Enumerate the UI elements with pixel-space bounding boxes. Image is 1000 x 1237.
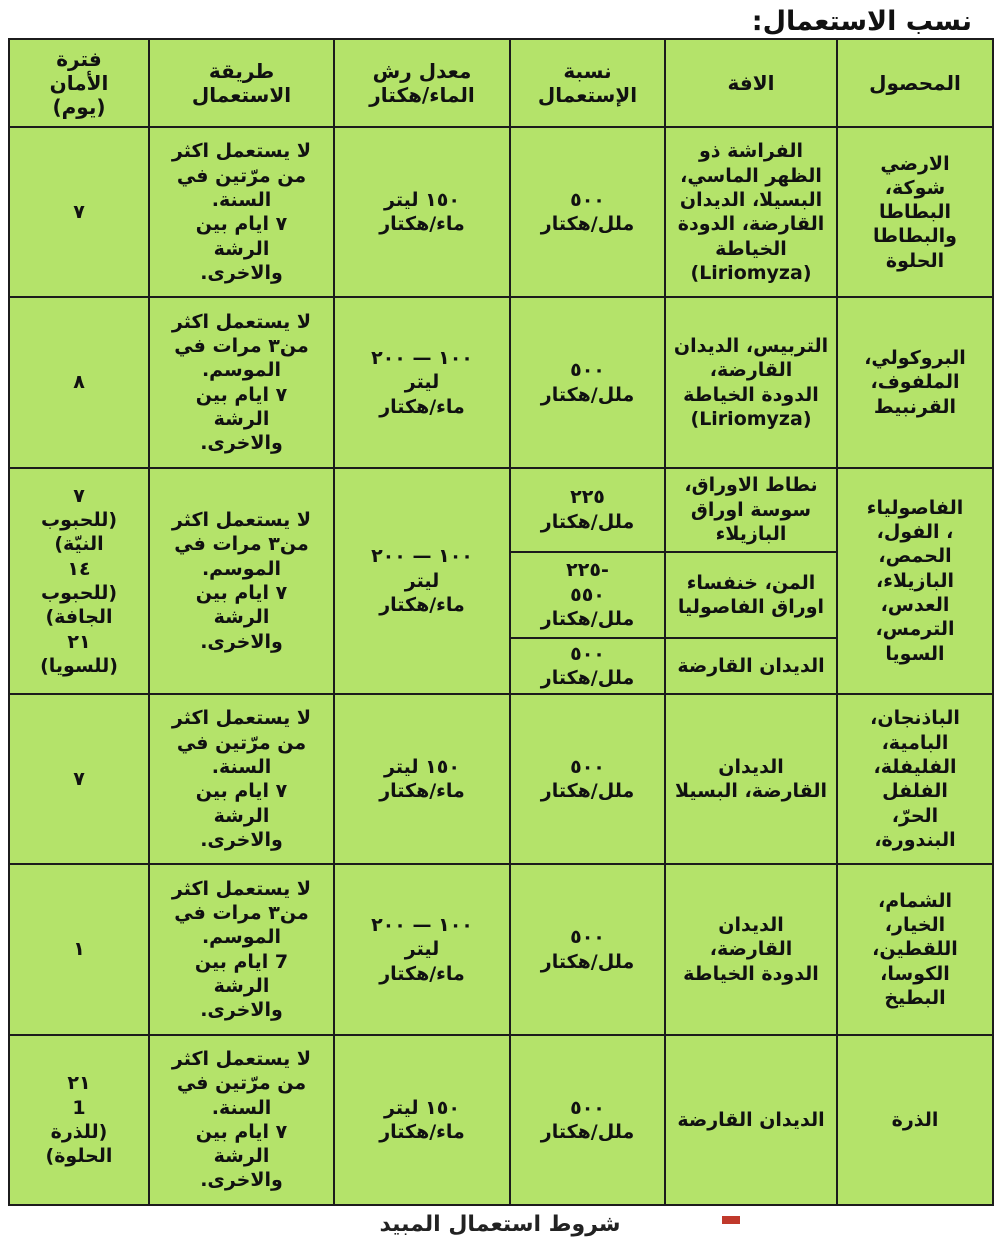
method-cell: لا يستعمل اكثر من مرّتين في السنة. ٧ ايام بين الرشة والاخرى. [149,127,334,297]
method-cell: لا يستعمل اكثر من٣ مرات في الموسم. ٧ ايام بين الرشة والاخرى. [149,468,334,694]
table-row [9,297,993,467]
method-cell: لا يستعمل اكثر من٣ مرات في الموسم. 7 ايام بين الرشة والاخرى. [149,864,334,1034]
rate-cell: ٥٠٠ ملل/هكتار [510,864,665,1034]
rate-cell: ٥٠٠ ملل/هكتار [510,127,665,297]
pest-cell: نطاط الاوراق، سوسة اوراق البازيلاء [665,468,837,552]
method-cell: لا يستعمل اكثر من٣ مرات في الموسم. ٧ ايام بين الرشة والاخرى. [149,297,334,467]
crop-cell: الارضي شوكة، البطاطا والبطاطا الحلوة [837,127,993,297]
pest-cell: الديدان القارضة [665,638,837,694]
header-safety-period: فترة الأمان (يوم) [9,39,149,127]
table-row [9,694,993,864]
pest-cell: الديدان القارضة [665,1035,837,1205]
safety-cell: ٢١ 1 (للذرة الحلوة) [9,1035,149,1205]
header-rate: نسبة الإستعمال [510,39,665,127]
safety-cell: ٧ [9,127,149,297]
crop-cell: الشمام، الخيار، اللقطين، الكوسا، البطيخ [837,864,993,1034]
table-row [9,468,993,552]
method-cell: لا يستعمل اكثر من مرّتين في السنة. ٧ ايام بين الرشة والاخرى. [149,694,334,864]
crop-cell: الذرة [837,1035,993,1205]
pest-cell: الديدان القارضة، البسيلا [665,694,837,864]
rate-cell: ٥٠٠ ملل/هكتار [510,638,665,694]
method-cell: لا يستعمل اكثر من مرّتين في السنة. ٧ ايام بين الرشة والاخرى. [149,1035,334,1205]
crop-cell: الفاصولياء ، الفول، الحمص، البازيلاء، العدس، الترمس، السويا [837,468,993,694]
spray-cell: ١٠٠ — ٢٠٠ ليتر ماء/هكتار [334,864,510,1034]
header-spray-rate: معدل رش الماء/هكتار [334,39,510,127]
spray-cell: ١٠٠ — ٢٠٠ ليتر ماء/هكتار [334,468,510,694]
safety-cell: ١ [9,864,149,1034]
section-heading: نسب الاستعمال: [751,6,972,37]
crop-cell: الباذنجان، البامية، الفليفلة، الفلفل الحرّ، البندورة، [837,694,993,864]
table-row [9,864,993,1034]
rate-cell: ٢٢٥ ملل/هكتار [510,468,665,552]
safety-cell: ٧ [9,694,149,864]
header-crop: المحصول [837,39,993,127]
rate-cell: ٥٠٠ ملل/هكتار [510,297,665,467]
usage-rates-table [8,38,994,1206]
footer-caption [260,1208,740,1237]
rate-cell: ٥٠٠ ملل/هكتار [510,1035,665,1205]
pest-cell: التربيس، الديدان القارضة، الدودة الخياطة (Liriomyza) [665,297,837,467]
pest-cell: الفراشة ذو الظهر الماسي، البسيلا، الديدان القارضة، الدودة الخياطة (Liriomyza) [665,127,837,297]
spray-cell: ١٥٠ ليتر ماء/هكتار [334,1035,510,1205]
safety-cell: ٨ [9,297,149,467]
pest-cell: الديدان القارضة، الدودة الخياطة [665,864,837,1034]
spray-cell: ١٠٠ — ٢٠٠ ليتر ماء/هكتار [334,297,510,467]
header-pest: الافة [665,39,837,127]
crop-cell: البروكولي، الملفوف، القرنبيط [837,297,993,467]
spray-cell: ١٥٠ ليتر ماء/هكتار [334,127,510,297]
footer-marker [722,1216,740,1224]
rate-cell: ٥٠٠ ملل/هكتار [510,694,665,864]
table-header-row [9,39,993,127]
header-method: طريقة الاستعمال [149,39,334,127]
footer-text: شروط استعمال المبيد [379,1212,621,1237]
table-row [9,1035,993,1205]
spray-cell: ١٥٠ ليتر ماء/هكتار [334,694,510,864]
rate-cell: -٢٢٥ ٥٥٠ ملل/هكتار [510,552,665,638]
pest-cell: المن، خنفساء اوراق الفاصوليا [665,552,837,638]
safety-cell: ٧ (للحبوب النيّة) ١٤ (للحبوب الجافة) ٢١ (للسويا) [9,468,149,694]
table-row [9,127,993,297]
